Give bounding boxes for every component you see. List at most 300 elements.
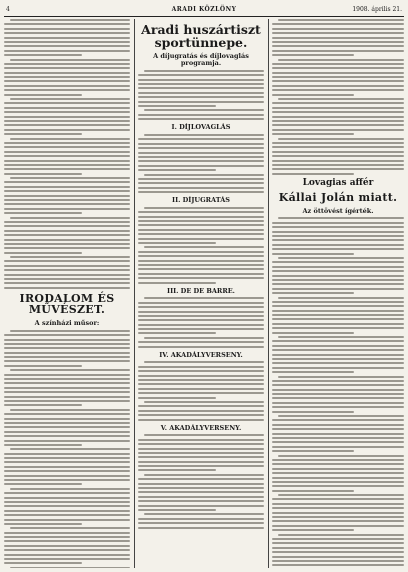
text-line: [278, 415, 404, 417]
column-middle: [138, 19, 264, 568]
text-line: [138, 191, 264, 193]
text-line: [272, 164, 404, 166]
text-line: [10, 59, 130, 61]
text-line: [4, 365, 82, 367]
text-line: [4, 195, 130, 197]
text-line: [4, 252, 82, 254]
text-line: [144, 513, 264, 515]
text-line: [4, 32, 130, 34]
text-line: [144, 474, 264, 476]
text-line: [4, 133, 82, 135]
text-line: [278, 376, 404, 378]
text-line: [272, 120, 404, 122]
text-line: [272, 393, 404, 395]
text-line: [4, 28, 130, 30]
text-line: [272, 54, 354, 56]
text-line: [138, 383, 264, 385]
text-line: [278, 217, 404, 219]
text-line: [272, 160, 404, 162]
text-line: [4, 89, 130, 91]
text-line: [4, 536, 130, 538]
text-line: [4, 400, 130, 402]
text-line: [138, 469, 216, 471]
text-line: [4, 470, 130, 472]
text-line: [272, 463, 404, 465]
text-line: [144, 337, 264, 339]
article-heading: A díjugratás és díjlovaglás programja.: [153, 52, 249, 68]
text-line: [138, 251, 264, 253]
text-line: [138, 211, 264, 213]
text-line: [4, 540, 130, 542]
text-line: [10, 256, 130, 258]
text-line: [272, 472, 404, 474]
text-block: [272, 19, 404, 175]
text-line: [138, 443, 264, 445]
text-line: [272, 450, 354, 452]
text-line: [4, 76, 130, 78]
text-line: [272, 222, 404, 224]
text-line: [138, 264, 264, 266]
text-line: [10, 567, 130, 568]
text-line: [272, 358, 404, 360]
article-heading: Az öttövést ígérték.: [302, 206, 374, 215]
text-line: [4, 85, 130, 87]
text-line: [138, 452, 264, 454]
text-line: [272, 226, 404, 228]
text-line: [144, 434, 264, 436]
text-line: [4, 107, 130, 109]
text-line: [4, 102, 130, 104]
text-block: [138, 361, 264, 420]
text-line: [272, 547, 404, 549]
text-line: [138, 96, 264, 98]
text-line: [144, 401, 264, 403]
article-heading: Aradi huszártiszt sportünnepe.: [141, 22, 261, 51]
page-number: 4: [6, 6, 10, 13]
text-line: [138, 178, 264, 180]
text-line: [272, 129, 404, 131]
text-line: [272, 279, 404, 281]
text-line: [272, 248, 404, 250]
text-block: [138, 134, 264, 193]
text-line: [144, 246, 264, 248]
text-line: [138, 448, 264, 450]
text-line: [144, 207, 264, 209]
text-line: [138, 224, 264, 226]
text-line: [138, 74, 264, 76]
text-line: [4, 492, 130, 494]
text-line: [272, 270, 404, 272]
text-block: [4, 19, 130, 289]
text-line: [138, 165, 264, 167]
text-line: [138, 397, 216, 399]
text-line: [138, 328, 264, 330]
text-line: [4, 497, 130, 499]
text-line: [4, 160, 130, 162]
text-line: [138, 379, 264, 381]
text-line: [278, 297, 404, 299]
text-block: [4, 330, 130, 568]
text-line: [144, 70, 264, 72]
text-line: [278, 336, 404, 338]
text-line: [4, 142, 130, 144]
text-line: [272, 76, 404, 78]
article-heading: IRODALOM ÉS MŰVÉSZET.: [19, 291, 115, 317]
text-line: [272, 556, 404, 558]
text-line: [4, 120, 130, 122]
text-line: [278, 138, 404, 140]
text-line: [272, 85, 404, 87]
text-line: [4, 475, 130, 477]
text-line: [4, 208, 130, 210]
text-line: [4, 461, 130, 463]
text-line: [272, 173, 354, 175]
text-line: [138, 414, 264, 416]
text-line: [138, 156, 264, 158]
text-line: [272, 490, 354, 492]
text-line: [144, 174, 264, 176]
text-line: [138, 273, 264, 275]
text-line: [4, 418, 130, 420]
masthead: [4, 4, 404, 17]
text-line: [272, 485, 404, 487]
text-line: [272, 551, 404, 553]
text-line: [138, 238, 264, 240]
text-line: [4, 374, 130, 376]
text-line: [138, 306, 264, 308]
text-line: [10, 19, 130, 21]
text-line: [10, 409, 130, 411]
text-line: [272, 142, 404, 144]
text-line: [144, 109, 264, 111]
text-line: [272, 133, 354, 135]
text-line: [138, 282, 216, 284]
text-line: [138, 483, 264, 485]
text-line: [272, 538, 404, 540]
text-line: [138, 500, 264, 502]
text-line: [138, 375, 264, 377]
text-line: [4, 243, 130, 245]
text-line: [138, 439, 264, 441]
text-line: [138, 456, 264, 458]
text-line: [4, 50, 130, 52]
text-line: [272, 45, 404, 47]
text-line: [278, 534, 404, 536]
text-line: [272, 481, 404, 483]
text-line: [272, 564, 404, 566]
text-line: [4, 334, 130, 336]
text-line: [4, 173, 82, 175]
text-line: [4, 146, 130, 148]
text-line: [4, 483, 82, 485]
text-line: [138, 101, 264, 103]
text-line: [10, 369, 130, 371]
text-line: [4, 549, 130, 551]
text-line: [138, 83, 264, 85]
text-line: [272, 301, 404, 303]
text-line: [4, 391, 130, 393]
text-line: [138, 143, 264, 145]
article-heading: Lovagias affér: [302, 177, 374, 188]
text-line: [278, 257, 404, 259]
text-line: [138, 220, 264, 222]
text-line: [4, 347, 130, 349]
text-line: [138, 114, 264, 116]
text-line: [144, 134, 264, 136]
article-heading: A színházi műsor:: [34, 318, 100, 327]
text-line: [138, 311, 264, 313]
text-line: [272, 314, 404, 316]
text-line: [138, 268, 264, 270]
text-line: [138, 346, 264, 348]
text-line: [272, 107, 404, 109]
text-line: [272, 323, 404, 325]
text-line: [272, 310, 404, 312]
text-line: [10, 448, 130, 450]
text-line: [272, 32, 404, 34]
text-line: [4, 382, 130, 384]
text-line: [272, 305, 404, 307]
text-line: [4, 396, 130, 398]
text-line: [4, 426, 130, 428]
text-line: [4, 562, 82, 564]
text-line: [272, 151, 404, 153]
text-line: [4, 111, 130, 113]
text-line: [272, 50, 404, 52]
text-line: [4, 558, 130, 560]
text-line: [4, 164, 130, 166]
text-line: [4, 54, 82, 56]
text-line: [272, 520, 404, 522]
text-line: [4, 168, 130, 170]
text-line: [10, 98, 130, 100]
text-line: [4, 519, 130, 521]
text-line: [138, 370, 264, 372]
text-line: [138, 319, 264, 321]
text-line: [4, 239, 130, 241]
text-line: [138, 461, 264, 463]
text-line: [272, 498, 404, 500]
text-line: [272, 72, 404, 74]
text-line: [138, 216, 264, 218]
article-heading: I. DÍJLOVAGLÁS: [171, 123, 231, 132]
text-line: [272, 266, 404, 268]
article-heading: III. DE DE BARRE.: [167, 286, 235, 295]
text-line: [4, 225, 130, 227]
text-line: [138, 87, 264, 89]
text-line: [4, 287, 130, 289]
text-line: [272, 446, 404, 448]
text-line: [272, 367, 404, 369]
text-line: [4, 360, 130, 362]
text-line: [272, 437, 404, 439]
text-line: [272, 80, 404, 82]
text-line: [4, 532, 130, 534]
text-line: [272, 116, 404, 118]
text-line: [272, 411, 354, 413]
text-line: [138, 332, 216, 334]
text-line: [4, 155, 130, 157]
text-line: [10, 330, 130, 332]
text-line: [278, 455, 404, 457]
text-line: [138, 160, 264, 162]
text-line: [4, 457, 130, 459]
text-line: [272, 28, 404, 30]
text-line: [4, 37, 130, 39]
text-line: [272, 529, 354, 531]
text-line: [138, 302, 264, 304]
text-line: [10, 527, 130, 529]
text-block: [272, 217, 404, 568]
text-line: [138, 229, 264, 231]
text-block: [138, 207, 264, 284]
text-line: [138, 405, 264, 407]
text-line: [272, 525, 404, 527]
text-line: [138, 169, 216, 171]
newspaper-title: ARADI KÖZLÖNY: [171, 6, 237, 13]
text-line: [4, 282, 130, 284]
text-line: [138, 527, 264, 529]
text-line: [4, 510, 130, 512]
text-line: [4, 186, 130, 188]
text-line: [4, 221, 130, 223]
issue-date: 1908. április 21.: [352, 6, 402, 13]
text-line: [138, 79, 264, 81]
text-line: [138, 496, 264, 498]
text-line: [272, 345, 404, 347]
text-line: [272, 349, 404, 351]
text-line: [138, 419, 264, 421]
text-line: [4, 413, 130, 415]
text-line: [272, 23, 404, 25]
text-line: [138, 465, 264, 467]
text-line: [4, 63, 130, 65]
text-line: [272, 477, 404, 479]
text-line: [138, 388, 264, 390]
text-line: [138, 341, 264, 343]
text-line: [4, 45, 130, 47]
text-line: [272, 362, 404, 364]
text-line: [272, 253, 354, 255]
text-line: [272, 371, 354, 373]
article-heading: IV. AKADÁLYVERSENY.: [159, 350, 243, 359]
text-line: [272, 340, 404, 342]
text-line: [272, 288, 404, 290]
text-line: [138, 277, 264, 279]
text-line: [138, 487, 264, 489]
text-line: [272, 37, 404, 39]
text-line: [138, 505, 264, 507]
text-line: [4, 545, 130, 547]
text-line: [138, 478, 264, 480]
text-line: [272, 332, 354, 334]
text-line: [138, 392, 264, 394]
text-line: [4, 72, 130, 74]
text-line: [4, 352, 130, 354]
text-line: [272, 542, 404, 544]
text-line: [272, 380, 404, 382]
text-line: [272, 283, 404, 285]
text-line: [278, 98, 404, 100]
text-line: [138, 233, 264, 235]
text-line: [272, 354, 404, 356]
text-line: [10, 488, 130, 490]
text-line: [272, 327, 404, 329]
text-line: [4, 94, 82, 96]
text-line: [272, 235, 404, 237]
column-left: [4, 19, 130, 568]
text-line: [4, 41, 130, 43]
text-line: [4, 514, 130, 516]
text-line: [278, 19, 404, 21]
text-line: [10, 138, 130, 140]
text-line: [272, 433, 404, 435]
text-line: [138, 518, 264, 520]
text-line: [138, 315, 264, 317]
text-line: [272, 507, 404, 509]
text-line: [4, 435, 130, 437]
text-line: [272, 424, 404, 426]
text-line: [272, 441, 404, 443]
text-line: [272, 168, 404, 170]
text-line: [272, 231, 404, 233]
text-line: [138, 187, 264, 189]
text-line: [4, 124, 130, 126]
text-line: [4, 479, 130, 481]
text-line: [272, 428, 404, 430]
text-line: [138, 182, 264, 184]
text-block: [138, 297, 264, 347]
text-line: [4, 234, 130, 236]
text-line: [272, 406, 404, 408]
text-block: [138, 434, 264, 528]
text-line: [4, 199, 130, 201]
text-line: [138, 118, 264, 120]
text-line: [4, 444, 82, 446]
text-line: [272, 244, 404, 246]
text-line: [272, 155, 404, 157]
newspaper-page: [4, 4, 404, 568]
text-line: [4, 269, 130, 271]
text-line: [4, 181, 130, 183]
text-line: [138, 147, 264, 149]
text-line: [138, 152, 264, 154]
text-line: [4, 422, 130, 424]
text-line: [4, 339, 130, 341]
article-heading: Kállai Jolán miatt.: [278, 191, 398, 205]
text-line: [138, 522, 264, 524]
column-right: [272, 19, 404, 568]
text-line: [272, 89, 404, 91]
text-line: [272, 468, 404, 470]
text-line: [4, 440, 130, 442]
text-line: [138, 92, 264, 94]
text-line: [272, 503, 404, 505]
text-line: [272, 318, 404, 320]
column-divider: [268, 19, 269, 568]
text-line: [278, 59, 404, 61]
text-line: [4, 67, 130, 69]
text-line: [272, 560, 404, 562]
text-line: [272, 239, 404, 241]
text-line: [4, 431, 130, 433]
text-line: [272, 384, 404, 386]
text-line: [4, 151, 130, 153]
text-line: [4, 356, 130, 358]
text-line: [272, 402, 404, 404]
text-line: [272, 275, 404, 277]
text-line: [272, 292, 354, 294]
